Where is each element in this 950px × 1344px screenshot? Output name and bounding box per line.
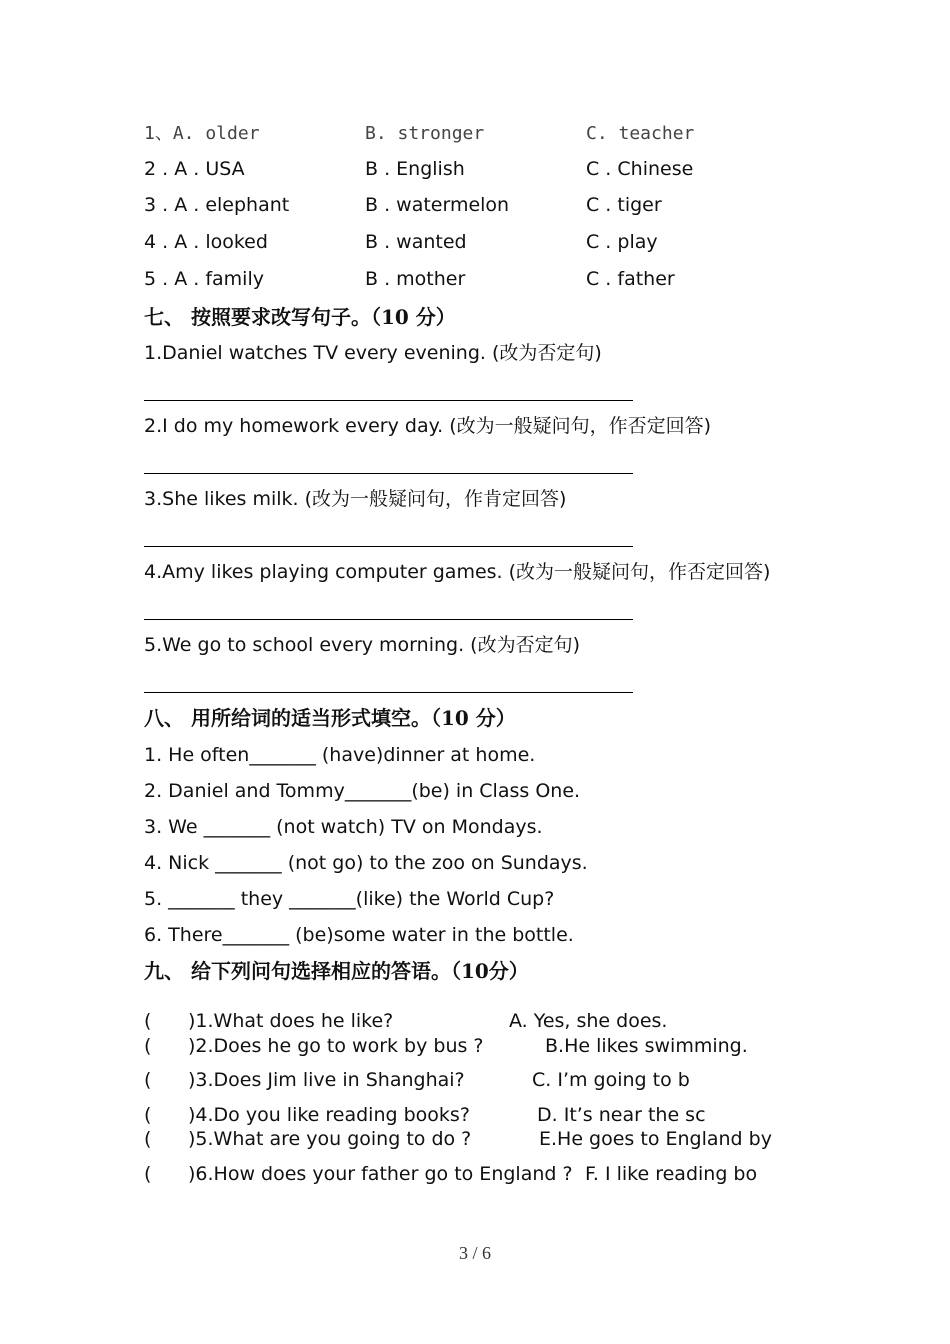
- answer-line[interactable]: [144, 400, 633, 401]
- question-text: 1.Daniel watches TV every evening. (改为否定句): [144, 342, 602, 364]
- match-answer: B.He likes swimming.: [545, 1035, 748, 1057]
- fill-item: 2. Daniel and Tommy_______(be) in Class One.: [144, 780, 581, 802]
- option-b: B . English: [365, 158, 465, 180]
- fill-item: 5. _______ they _______(like) the World Cup?: [144, 888, 555, 910]
- match-answer: A. Yes, she does.: [509, 1010, 668, 1032]
- answer-line[interactable]: [144, 619, 633, 620]
- page-number: 3 / 6: [458, 1243, 491, 1263]
- option-a: 3 . A . elephant: [144, 194, 290, 216]
- match-question: )5.What are you going to do ?: [188, 1128, 472, 1150]
- option-c: C. teacher: [586, 123, 695, 144]
- match-question: )4.Do you like reading books?: [188, 1104, 470, 1126]
- answer-paren[interactable]: (: [144, 1128, 152, 1150]
- answer-paren[interactable]: (: [144, 1035, 152, 1057]
- section-title: 七、 按照要求改写句子。（10 分）: [144, 305, 456, 329]
- option-c: C . tiger: [586, 194, 662, 216]
- answer-paren[interactable]: (: [144, 1163, 152, 1185]
- answer-line[interactable]: [144, 546, 633, 547]
- option-b: B. stronger: [365, 123, 485, 144]
- answer-line[interactable]: [144, 473, 633, 474]
- answer-paren[interactable]: (: [144, 1104, 152, 1126]
- answer-paren[interactable]: (: [144, 1010, 152, 1032]
- question-text: 5.We go to school every morning. (改为否定句): [144, 634, 580, 656]
- match-question: )6.How does your father go to England ?: [188, 1163, 573, 1185]
- option-c: C . Chinese: [586, 158, 694, 180]
- fill-item: 3. We _______ (not watch) TV on Mondays.: [144, 816, 543, 838]
- match-question: )3.Does Jim live in Shanghai?: [188, 1069, 465, 1091]
- option-c: C . father: [586, 268, 675, 290]
- match-question: )2.Does he go to work by bus ?: [188, 1035, 484, 1057]
- match-question: )1.What does he like?: [188, 1010, 394, 1032]
- section-title: 八、 用所给词的适当形式填空。（10 分）: [144, 706, 516, 730]
- option-a: 5 . A . family: [144, 268, 264, 290]
- option-a: 4 . A . looked: [144, 231, 268, 253]
- fill-item: 4. Nick _______ (not go) to the zoo on Sundays.: [144, 852, 588, 874]
- answer-line[interactable]: [144, 692, 633, 693]
- match-answer: F. I like reading bo: [585, 1163, 758, 1185]
- match-answer: E.He goes to England by: [539, 1128, 772, 1150]
- question-text: 3.She likes milk. (改为一般疑问句，作肯定回答): [144, 488, 567, 510]
- option-a: 1、A. older: [144, 123, 260, 144]
- option-b: B . watermelon: [365, 194, 510, 216]
- match-answer: C. I’m going to b: [532, 1069, 690, 1091]
- option-a: 2 . A . USA: [144, 158, 245, 180]
- answer-paren[interactable]: (: [144, 1069, 152, 1091]
- option-b: B . wanted: [365, 231, 467, 253]
- question-text: 4.Amy likes playing computer games. (改为一般疑问句，作否定回答): [144, 561, 771, 583]
- fill-item: 1. He often_______ (have)dinner at home.: [144, 744, 536, 766]
- section-title: 九、 给下列问句选择相应的答语。（10分）: [144, 959, 529, 983]
- option-c: C . play: [586, 231, 658, 253]
- question-text: 2.I do my homework every day. (改为一般疑问句，作否定回答): [144, 415, 712, 437]
- option-b: B . mother: [365, 268, 466, 290]
- fill-item: 6. There_______ (be)some water in the bottle.: [144, 924, 574, 946]
- match-answer: D. It’s near the sc: [537, 1104, 706, 1126]
